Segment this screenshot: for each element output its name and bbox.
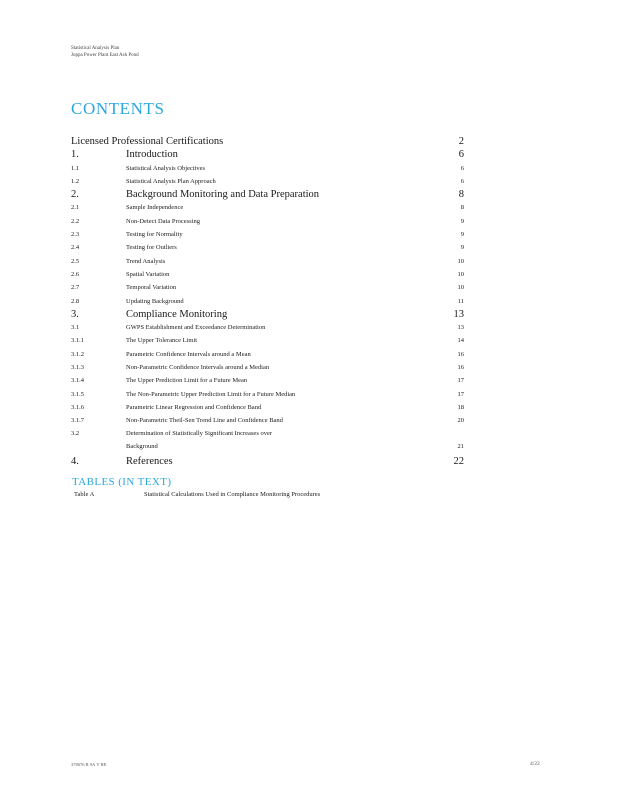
toc-entry-number: 3.1.3 bbox=[71, 364, 84, 372]
toc-entry-page: 14 bbox=[457, 337, 464, 345]
toc-entry-page: 8 bbox=[460, 204, 464, 212]
toc-entry-number: 2.2 bbox=[71, 217, 80, 225]
toc-entry-number: 2.8 bbox=[71, 297, 80, 305]
toc-entry[interactable] bbox=[71, 162, 464, 175]
toc-entry[interactable] bbox=[71, 215, 464, 228]
toc-entry-label: Temporal Variation bbox=[126, 284, 177, 292]
toc-entry[interactable] bbox=[71, 334, 464, 347]
toc-entry-label: The Non-Parametric Upper Prediction Limit for a Future Median bbox=[126, 390, 296, 398]
toc-entry-label: Statistical Analysis Plan Approach bbox=[126, 177, 216, 185]
tables-entry[interactable] bbox=[74, 491, 320, 498]
toc-entry[interactable] bbox=[71, 308, 464, 321]
toc-entry[interactable] bbox=[71, 201, 464, 214]
toc-entry-label: Spatial Variation bbox=[126, 270, 170, 278]
toc-entry-label: Non-Detect Data Processing bbox=[126, 217, 201, 225]
toc-entry[interactable] bbox=[71, 414, 464, 427]
toc-entry-page: 10 bbox=[457, 270, 464, 278]
toc-entry[interactable] bbox=[71, 374, 464, 387]
toc-entry[interactable] bbox=[71, 268, 464, 281]
toc-entry-number: 3. bbox=[71, 308, 79, 320]
toc-entry-page: 2 bbox=[458, 136, 464, 147]
toc-entry-label: Background Monitoring and Data Preparation bbox=[126, 189, 320, 201]
toc-entry-number: 3.1.1 bbox=[71, 337, 84, 345]
toc-entry[interactable] bbox=[71, 428, 464, 439]
toc-entry-page: 17 bbox=[457, 390, 464, 398]
toc-entry-number: 4. bbox=[71, 455, 79, 467]
header-line-2: Joppa Power Plant East Ash Pond bbox=[71, 53, 139, 58]
toc-entry-certifications[interactable] bbox=[71, 135, 464, 148]
toc-entry-page: 22 bbox=[453, 455, 464, 467]
toc-entry-number: 2.5 bbox=[71, 257, 80, 265]
toc-entry-label: Parametric Linear Regression and Confidence Band bbox=[126, 403, 262, 411]
toc-entry-label: Testing for Normality bbox=[126, 231, 183, 239]
toc-entry-page: 9 bbox=[460, 217, 464, 225]
toc-entry-label: Non-Parametric Theil-Sen Trend Line and Confidence Band bbox=[126, 417, 283, 425]
toc-entry-label: Compliance Monitoring bbox=[126, 308, 228, 320]
toc-entry-label: Licensed Professional Certifications bbox=[71, 136, 224, 147]
footer-page-number: 4/22 bbox=[530, 761, 540, 767]
table-of-contents bbox=[71, 135, 464, 468]
toc-entry-label: The Upper Tolerance Limit bbox=[126, 337, 198, 345]
toc-entry[interactable] bbox=[71, 348, 464, 361]
toc-entry-label: Trend Analysis bbox=[126, 257, 166, 265]
toc-entry-number: 3.1.2 bbox=[71, 350, 84, 358]
toc-entry-number: 3.1.6 bbox=[71, 403, 84, 411]
toc-entry-page: 6 bbox=[460, 164, 464, 172]
toc-entry-page: 11 bbox=[457, 297, 464, 305]
toc-entry-label: Introduction bbox=[126, 149, 178, 161]
toc-entry-label: Updating Background bbox=[126, 297, 184, 305]
toc-entry-label: The Upper Prediction Limit for a Future Mean bbox=[126, 377, 248, 385]
toc-entry-number: 3.1.7 bbox=[71, 417, 84, 425]
toc-entry[interactable] bbox=[71, 439, 464, 455]
toc-entry-number: 2.3 bbox=[71, 231, 80, 239]
tables-entry-text: Statistical Calculations Used in Compliance Monitoring Procedures bbox=[144, 491, 321, 498]
toc-entry-page: 9 bbox=[460, 244, 464, 252]
toc-entry-page: 16 bbox=[457, 364, 464, 372]
toc-entry-label: Parametric Confidence Intervals around a Mean bbox=[126, 350, 251, 358]
toc-entry-number: 3.1 bbox=[71, 324, 80, 332]
toc-entry-number: 1.2 bbox=[71, 177, 80, 185]
toc-entry-label: Testing for Outliers bbox=[126, 244, 177, 252]
toc-entry-page: 18 bbox=[457, 403, 464, 411]
toc-entry[interactable] bbox=[71, 148, 464, 161]
tables-entry-label: Table A bbox=[74, 491, 95, 498]
toc-entry[interactable] bbox=[71, 241, 464, 254]
page-title: CONTENTS bbox=[71, 99, 165, 118]
toc-entry[interactable] bbox=[71, 361, 464, 374]
toc-entry-page: 6 bbox=[460, 177, 464, 185]
tables-heading: TABLES (IN TEXT) bbox=[72, 476, 172, 488]
toc-entry-number: 2.7 bbox=[71, 284, 80, 292]
toc-entry-page: 17 bbox=[457, 377, 464, 385]
toc-entry-number: 2.1 bbox=[71, 204, 80, 212]
running-header bbox=[71, 45, 139, 59]
toc-entry-page: 8 bbox=[458, 189, 464, 201]
toc-entry-number: 2. bbox=[71, 189, 79, 201]
toc-entry[interactable] bbox=[71, 295, 464, 308]
toc-entry[interactable] bbox=[71, 388, 464, 401]
toc-entry-page: 6 bbox=[458, 149, 464, 161]
footer-doc-number: 378676 R 9A V RE bbox=[71, 762, 107, 767]
toc-entry-label: Background bbox=[126, 442, 158, 450]
toc-entry-page: 20 bbox=[457, 417, 464, 425]
header-line-1: Statistical Analysis Plan bbox=[71, 46, 120, 51]
toc-entry[interactable] bbox=[71, 455, 464, 468]
toc-entry-label: Sample Independence bbox=[126, 204, 184, 212]
toc-entry-number: 3.1.5 bbox=[71, 390, 84, 398]
toc-entry-label: Non-Parametric Confidence Intervals around a Median bbox=[126, 364, 270, 372]
toc-entry-label: Statistical Analysis Objectives bbox=[126, 164, 206, 172]
toc-entry-label: GWPS Establishment and Exceedance Determination bbox=[126, 324, 266, 332]
toc-entry-number: 2.6 bbox=[71, 270, 80, 278]
toc-entry[interactable] bbox=[71, 188, 464, 201]
toc-entry[interactable] bbox=[71, 255, 464, 268]
toc-entry-number: 3.2 bbox=[71, 429, 80, 437]
toc-entry-number: 1. bbox=[71, 149, 79, 161]
toc-entry-number: 2.4 bbox=[71, 244, 80, 252]
toc-entry[interactable] bbox=[71, 281, 464, 294]
toc-entry[interactable] bbox=[71, 175, 464, 188]
toc-entry[interactable] bbox=[71, 321, 464, 334]
toc-entry-page: 21 bbox=[457, 442, 464, 450]
toc-entry-page: 13 bbox=[453, 308, 464, 320]
toc-entry-page: 13 bbox=[457, 324, 464, 332]
toc-entry-number: 1.1 bbox=[71, 164, 80, 172]
toc-entry-page: 10 bbox=[457, 284, 464, 292]
toc-entry[interactable] bbox=[71, 228, 464, 241]
toc-entry-page: 10 bbox=[457, 257, 464, 265]
toc-entry-label: Determination of Statistically Significant Increases over bbox=[126, 429, 273, 437]
toc-entry-label: References bbox=[126, 455, 173, 467]
toc-entry-number: 3.1.4 bbox=[71, 377, 84, 385]
toc-entry-page: 16 bbox=[457, 350, 464, 358]
toc-entry-page: 9 bbox=[460, 231, 464, 239]
toc-entry[interactable] bbox=[71, 401, 464, 414]
